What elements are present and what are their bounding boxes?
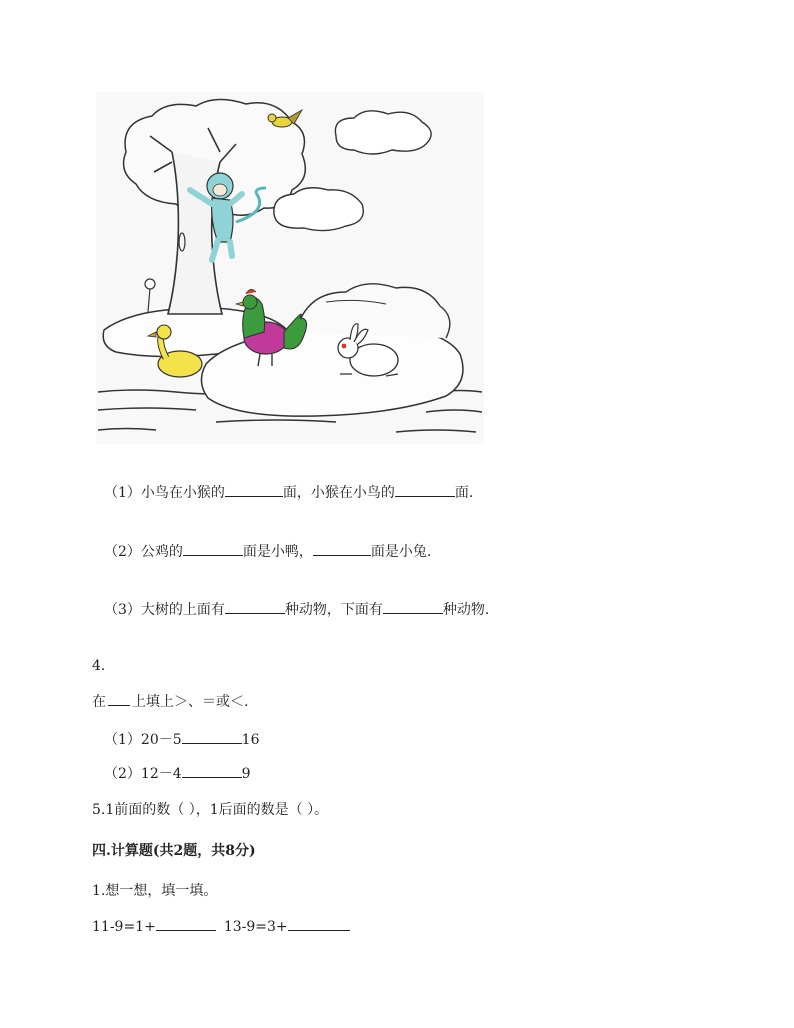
question-text-part-c: 面. [454, 485, 474, 501]
question-text-part-c: 面是小兔. [370, 544, 432, 560]
problem-4-instruction [92, 691, 248, 711]
equation-2: 13-9=3+ [223, 919, 288, 935]
animals-scene-illustration [96, 92, 484, 444]
item-left-expression: 12－4 [140, 766, 182, 782]
question-prefix: （2） [104, 544, 141, 560]
answer-blank[interactable] [395, 482, 455, 497]
question-text-part-b: 面是小鸭， [242, 544, 313, 560]
question-text-part-b: 面，小猴在小鸟的 [282, 485, 395, 501]
answer-blank[interactable] [225, 599, 285, 614]
item-left-expression: 20－5 [140, 732, 182, 748]
question-text-part-c: 种动物. [442, 602, 490, 618]
answer-blank[interactable] [183, 541, 243, 556]
question-3-1 [104, 482, 473, 502]
section-4-question-1-title: 1.想一想，填一填。 [92, 883, 218, 899]
item-right-value: 9 [241, 766, 251, 782]
question-3-3 [104, 599, 489, 619]
compare-blank[interactable] [182, 763, 242, 778]
instruction-part-b: 上填上＞、＝或＜. [132, 694, 249, 710]
answer-blank[interactable] [225, 482, 283, 497]
item-prefix: （2） [104, 766, 141, 782]
question-prefix: （1） [104, 485, 141, 501]
item-right-value: 16 [241, 732, 260, 748]
section-4-heading: 四.计算题(共2题，共8分) [92, 843, 256, 859]
problem-4-item-2 [104, 763, 251, 783]
problem-4-item-1 [104, 729, 259, 749]
compare-blank[interactable] [182, 729, 242, 744]
answer-blank[interactable] [383, 599, 443, 614]
question-text-part-b: 种动物，下面有 [284, 602, 383, 618]
section-4-equations [92, 916, 350, 935]
question-3-2 [104, 541, 431, 561]
item-prefix: （1） [104, 732, 141, 748]
instruction-part-a: 在 [92, 694, 106, 710]
equation-1: 11-9=1+ [92, 919, 156, 935]
problem-5-text: 5.1前面的数（ ），1后面的数是（ ）。 [92, 802, 329, 818]
answer-blank[interactable] [313, 541, 371, 556]
question-text-part-a: 小鸟在小猴的 [140, 485, 225, 501]
example-blank [108, 691, 130, 706]
problem-4-number: 4. [92, 658, 106, 674]
question-text-part-a: 大树的上面有 [140, 602, 225, 618]
question-text-part-a: 公鸡的 [140, 544, 183, 560]
answer-blank[interactable] [156, 916, 216, 931]
answer-blank[interactable] [288, 916, 350, 931]
question-prefix: （3） [104, 602, 141, 618]
